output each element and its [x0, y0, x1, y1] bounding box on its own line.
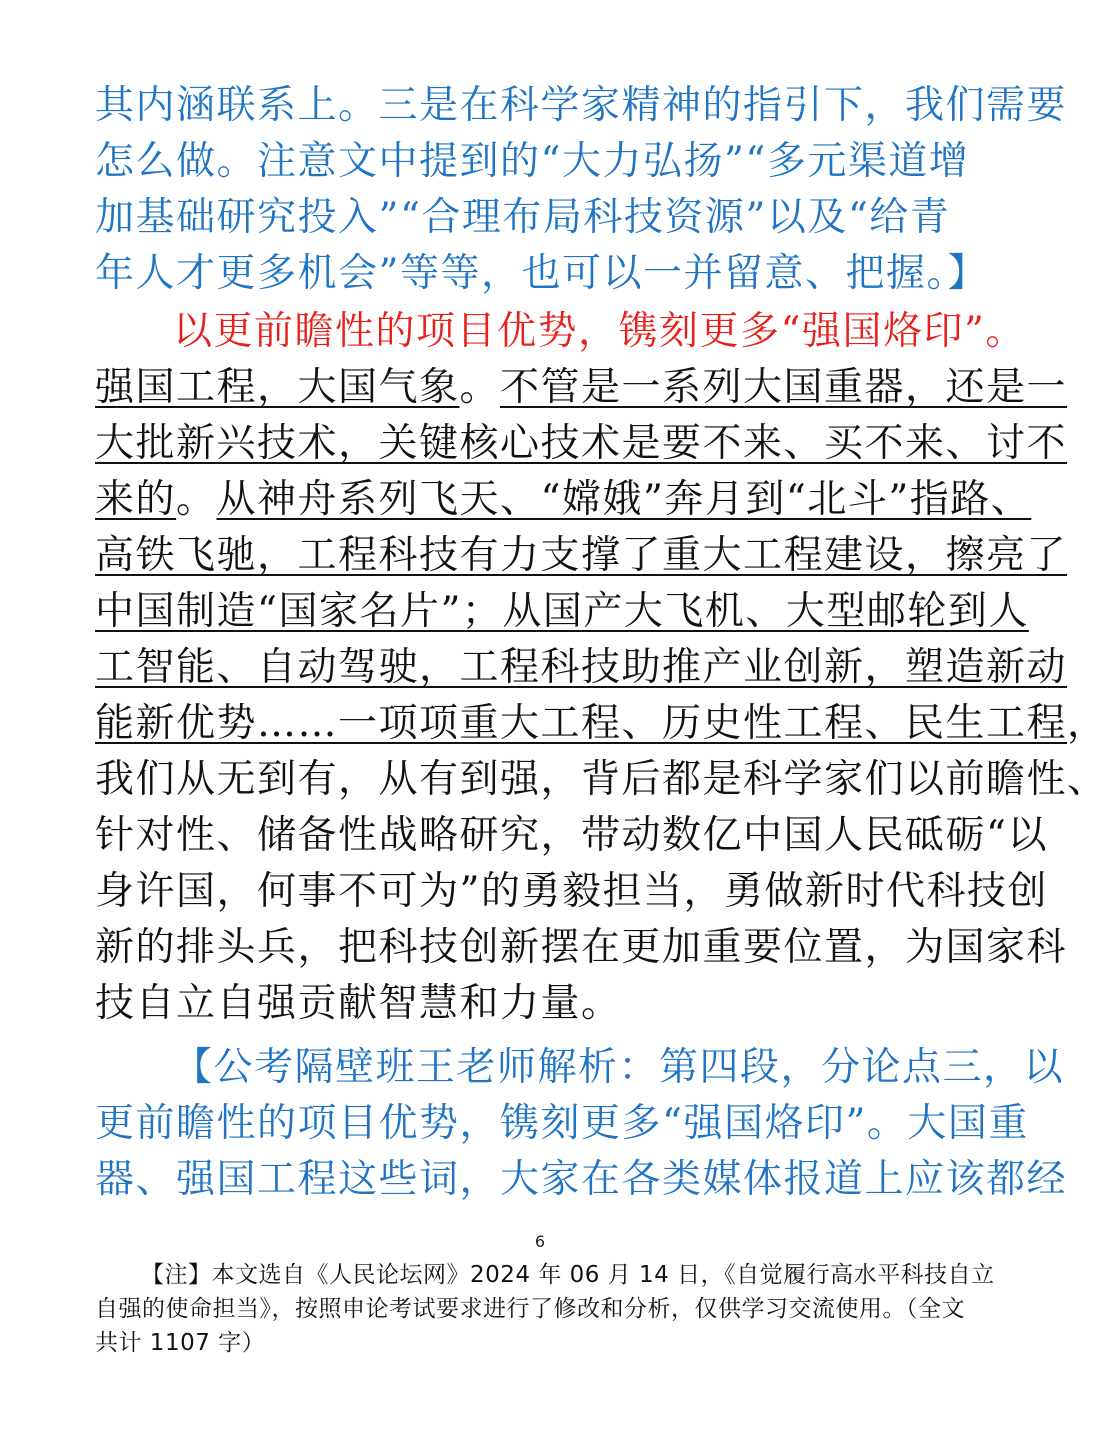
analysis-line: 更前瞻性的项目优势，镌刻更多“强国烙印”。大国重: [95, 1101, 1029, 1146]
body-line: [95, 864, 1048, 920]
body-text: ，: [1067, 701, 1108, 746]
underlined-text: 从神舟系列飞天、“嫦娥”奔月到“北斗”指路、: [216, 477, 1032, 522]
analysis-line: 【公考隔壁班王老师解析：第四段，分论点三，以: [173, 1045, 1065, 1090]
underlined-text: 工智能、自动驾驶，工程科技助推产业创新，塑造新动: [95, 645, 1068, 690]
body-text: 新的排头兵，把科技创新摆在更加重要位置，为国家科: [95, 925, 1068, 970]
body-text: 身许国，何事不可为”的勇毅担当，勇做新时代科技创: [95, 869, 1048, 914]
underlined-text: 大批新兴技术，关键核心技术是要不来、买不来、讨不: [95, 421, 1068, 466]
body-text: 。: [176, 477, 217, 522]
note-line: 自强的使命担当》，按照申论考试要求进行了修改和分析，仅供学习交流使用。（全文: [95, 1296, 965, 1322]
underlined-text: 能新优势……一项项重大工程、历史性工程、民生工程: [95, 701, 1068, 746]
underlined-text: 高铁飞驰，工程科技有力支撑了重大工程建设，擦亮了: [95, 533, 1068, 578]
body-text: 。: [459, 365, 501, 410]
analysis-line: 器、强国工程这些词，大家在各类媒体报道上应该都经: [95, 1157, 1068, 1202]
source-note: [95, 1258, 995, 1360]
analysis-new: [95, 1040, 1068, 1208]
analysis-line: 其内涵联系上。三是在科学家精神的指引下，我们需要: [95, 83, 1068, 128]
underlined-text: 强国工程，大国气象: [95, 365, 460, 410]
analysis-line: 怎么做。注意文中提到的“大力弘扬”“多元渠道增: [95, 139, 970, 184]
body-line: [95, 920, 1068, 976]
analysis-line: 加基础研究投入”“合理布局科技资源”以及“给青: [95, 195, 951, 240]
body-text: 技自立自强贡献智慧和力量。: [95, 981, 622, 1026]
body-line: [95, 696, 1108, 752]
page-number: 6: [534, 1232, 546, 1251]
note-line: 共计 1107 字）: [95, 1330, 266, 1356]
body-line: [95, 472, 1032, 528]
underlined-text: 中国制造“国家名片”；从国产大飞机、大型邮轮到人: [95, 589, 1029, 634]
section-heading: [95, 304, 1026, 360]
body-line: [95, 528, 1068, 584]
body-text: 我们从无到有，从有到强，背后都是科学家们以前瞻性、: [95, 757, 1108, 802]
body-line: [95, 416, 1068, 472]
note-line: 【注】本文选自《人民论坛网》2024 年 06 月 14 日，《自觉履行高水平科技自立: [141, 1262, 995, 1288]
analysis-line: 年人才更多机会”等等，也可以一并留意、把握。】: [95, 251, 988, 296]
underlined-text: 来的: [95, 477, 177, 522]
body-line: [95, 976, 990, 1032]
section-heading-text: 以更前瞻性的项目优势，镌刻更多“强国烙印”。: [173, 309, 1026, 354]
body-line: [95, 640, 1068, 696]
body-line: [95, 808, 1048, 864]
body-line: [95, 360, 1068, 416]
body-line: [95, 584, 1029, 640]
body-text: 针对性、储备性战略研究，带动数亿中国人民砥砺“以: [95, 813, 1048, 858]
body-line: [95, 752, 1108, 808]
analysis-continued: [95, 78, 1068, 302]
body-paragraph: [95, 360, 1108, 1032]
underlined-text: 不管是一系列大国重器，还是一: [500, 365, 1068, 410]
